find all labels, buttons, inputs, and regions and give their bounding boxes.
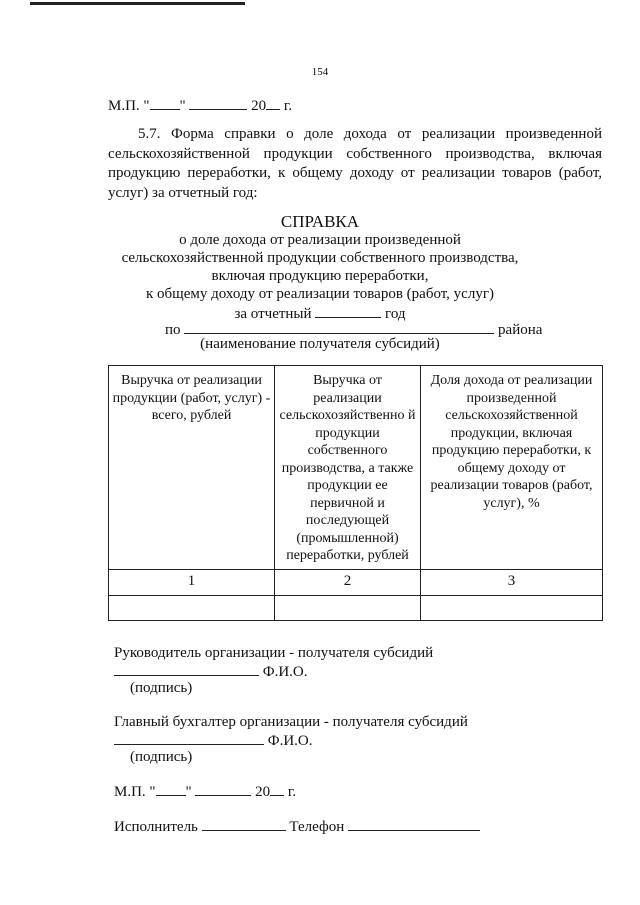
certificate-line-1: о доле дохода от реализации произведенной: [179, 232, 461, 248]
district-suffix: района: [498, 322, 543, 338]
stamp-date-line-top: [108, 95, 292, 116]
accountant-signature-blank: [114, 730, 264, 745]
head-signature-label: Руководитель организации - получателя субсидий: [114, 645, 434, 661]
certificate-line-3: включая продукцию переработки,: [211, 268, 429, 284]
quote-close: ": [179, 98, 186, 114]
value-cell-3: [421, 595, 603, 620]
phone-blank: [348, 816, 480, 831]
year-prefix: 20: [251, 98, 267, 114]
reporting-year-label: за отчетный: [234, 306, 312, 322]
paragraph-line-2: сельскохозяйственной продукции собственного производства, включая: [108, 145, 602, 162]
mp-label: М.П.: [114, 784, 146, 800]
accountant-signature-label: Главный бухгалтер организации - получателя субсидий: [114, 714, 468, 730]
value-cell-1: [109, 595, 275, 620]
reporting-year-blank: [315, 303, 381, 318]
stamp-date-line-bottom: [114, 781, 296, 802]
certificate-title: СПРАВКА: [280, 212, 360, 231]
head-signature-blank: [114, 661, 259, 676]
accountant-fio-label: Ф.И.О.: [267, 733, 313, 749]
month-blank: [189, 95, 247, 110]
executor-blank: [202, 816, 286, 831]
value-cell-2: [275, 595, 421, 620]
head-sign-caption: (подпись): [130, 680, 193, 696]
executor-label: Исполнитель: [114, 819, 198, 835]
day-blank: [156, 781, 186, 796]
table-row: [109, 595, 603, 620]
head-fio-label: Ф.И.О.: [262, 664, 308, 680]
accountant-sign-caption: (подпись): [130, 749, 193, 765]
recipient-caption: (наименование получателя субсидий): [200, 336, 440, 352]
paragraph-line-3: продукцию переработки, к общему доходу от реализации товаров (работ,: [108, 165, 602, 181]
table-header-row: [109, 366, 603, 570]
quote-open: ": [149, 784, 156, 800]
column-number-3: 3: [421, 569, 603, 595]
day-blank: [150, 95, 180, 110]
paragraph-line-4: услуг) за отчетный год:: [108, 184, 258, 201]
phone-label: Телефон: [289, 819, 345, 835]
district-blank: [184, 319, 494, 334]
certificate-line-2: сельскохозяйственной продукции собственного производства,: [121, 250, 519, 266]
section-paragraph: [108, 125, 602, 203]
income-share-table: [108, 365, 603, 621]
year-suffix: г.: [287, 784, 297, 800]
quote-open: ": [143, 98, 150, 114]
top-scan-rule: [30, 2, 245, 5]
quote-close: ": [185, 784, 192, 800]
reporting-year-suffix: год: [385, 306, 406, 322]
year-blank: [270, 781, 284, 796]
header-agri-revenue: Выручка от реализации сельскохозяйственно й продукции собственного производства, а также продукции ее первичной и последующей (промышленной) переработки, рублей: [275, 366, 421, 570]
district-prefix: по: [165, 322, 181, 338]
year-suffix: г.: [283, 98, 293, 114]
certificate-line-4: к общему доходу от реализации товаров (работ, услуг): [146, 286, 494, 302]
paragraph-line-1: 5.7. Форма справки о доле дохода от реализации произведенной: [138, 126, 602, 142]
mp-label: М.П.: [108, 98, 140, 114]
column-number-1: 1: [109, 569, 275, 595]
year-prefix: 20: [255, 784, 271, 800]
month-blank: [195, 781, 251, 796]
header-total-revenue: Выручка от реализации продукции (работ, услуг) - всего, рублей: [109, 366, 275, 570]
executor-phone-line: [114, 816, 480, 837]
table-row: [109, 569, 603, 595]
header-income-share: Доля дохода от реализации произведенной сельскохозяйственной продукции, включая продукцию переработки, к общему доходу от реализации товаров (работ, услуг), %: [421, 366, 603, 570]
page-number: 154: [311, 66, 329, 78]
year-blank: [266, 95, 280, 110]
column-number-2: 2: [275, 569, 421, 595]
